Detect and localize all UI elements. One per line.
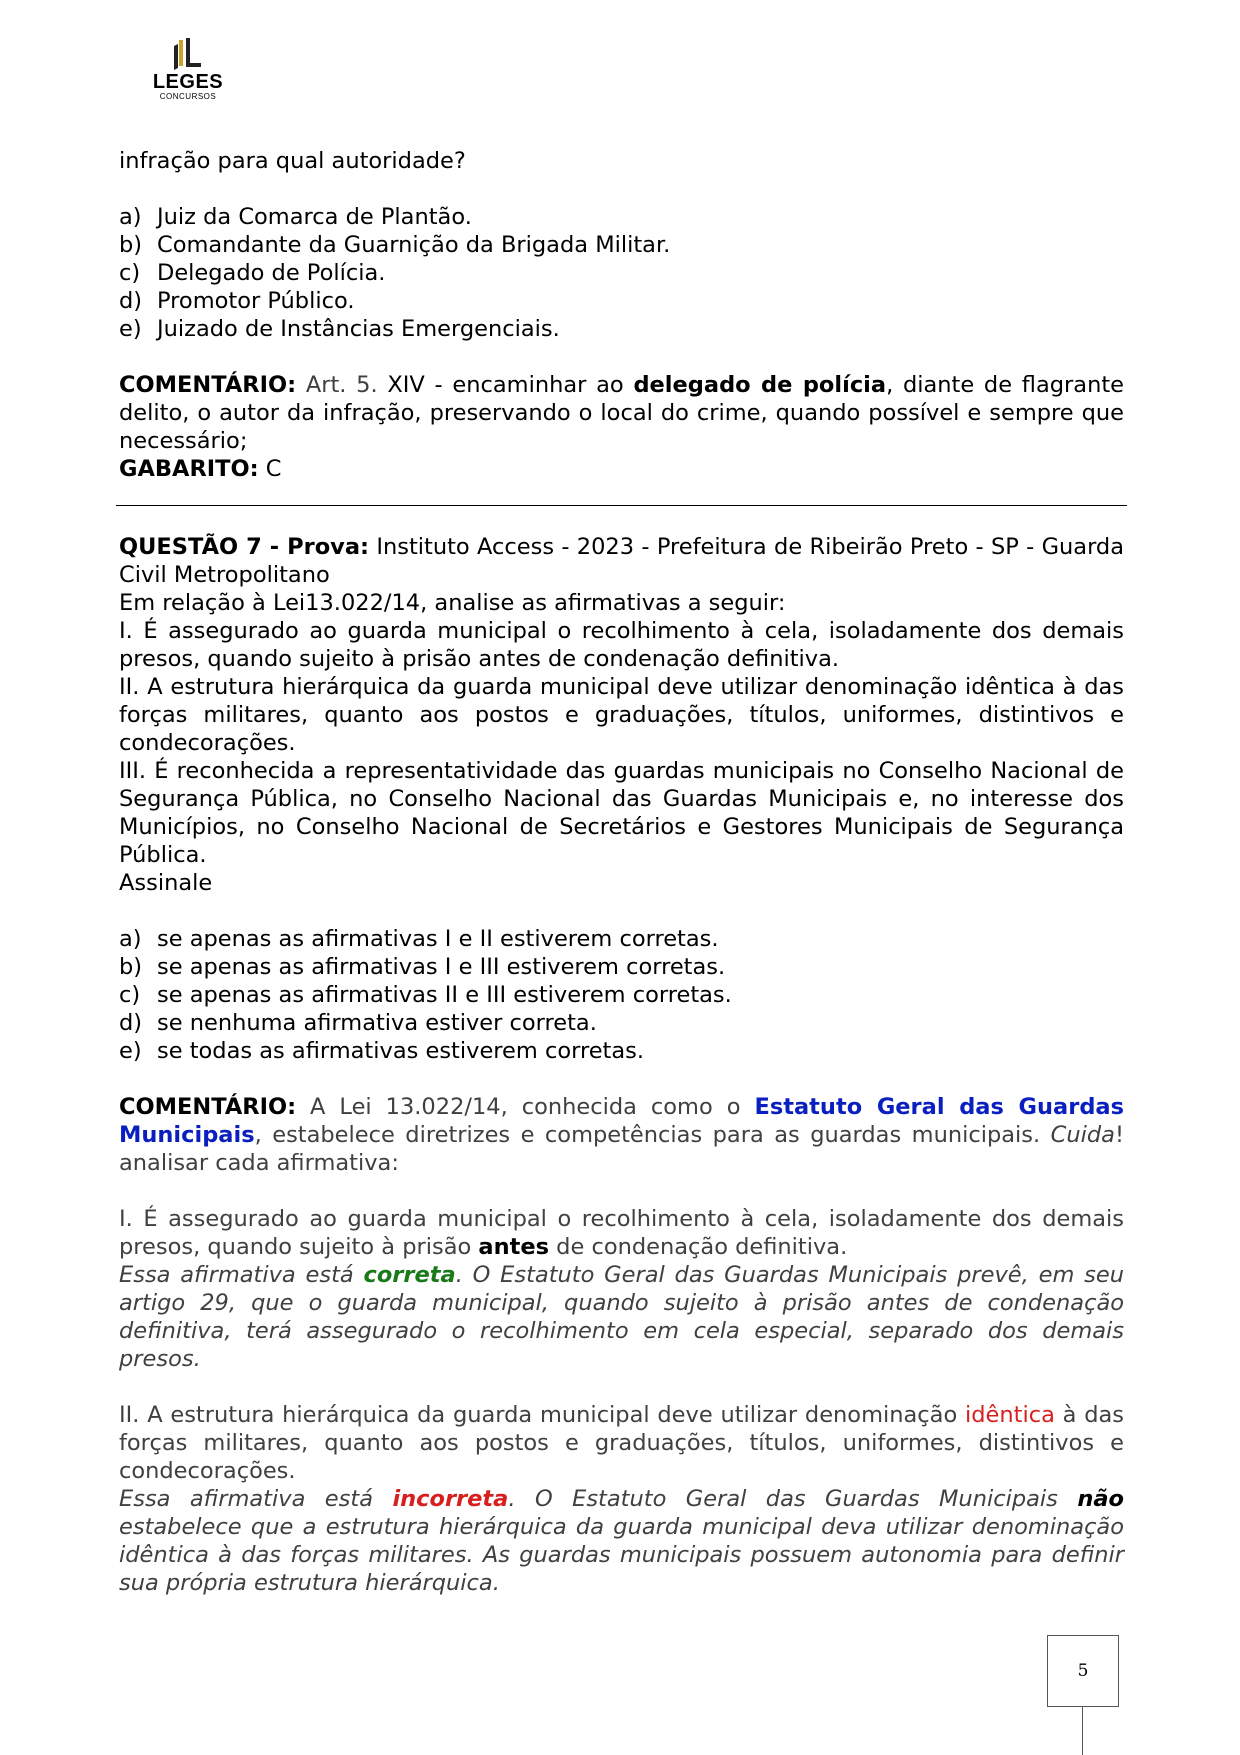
section-divider xyxy=(116,505,1127,506)
document-body xyxy=(119,147,1124,1597)
option-d: d) se nenhuma afirmativa estiver correta. xyxy=(119,1010,597,1036)
question-7-options xyxy=(119,925,1124,1065)
analysis-statement-1: I. É assegurado ao guarda municipal o recolhimento à cela, isoladamente dos demais presos, quando sujeito à prisão antes de condenação definitiva. Essa afirmativa está correta. O Estatuto Geral das Guardas Municipais prevê, em seu artigo 29, que o guarda municipal, quando sujeito à prisão antes de condenação definitiva, terá assegurado o recolhimento em cela especial, separado dos demais presos. xyxy=(119,1206,1124,1372)
option-b: b) Comandante da Guarnição da Brigada Militar. xyxy=(119,232,671,258)
option-c: c) se apenas as afirmativas II e III estiverem corretas. xyxy=(119,982,732,1008)
option-a: a) se apenas as afirmativas I e II estiverem corretas. xyxy=(119,926,719,952)
question-6-tail: infração para qual autoridade? xyxy=(119,148,466,174)
statement-1: I. É assegurado ao guarda municipal o recolhimento à cela, isoladamente dos demais presos, quando sujeito à prisão antes de condenação definitiva. xyxy=(119,618,1124,672)
analysis-statement-2: II. A estrutura hierárquica da guarda municipal deve utilizar denominação idêntica à das forças militares, quanto aos postos e graduações, títulos, uniformes, distintivos e condecorações. Essa afirmativa está incorreta. O Estatuto Geral das Guardas Municipais não estabelece que a estrutura hierárquica da guarda municipal deva utilizar denominação idêntica à das forças militares. As guardas municipais possuem autonomia para definir sua própria estrutura hierárquica. xyxy=(119,1402,1124,1596)
statement-2: II. A estrutura hierárquica da guarda municipal deve utilizar denominação idêntica à das forças militares, quanto aos postos e graduações, títulos, uniformes, distintivos e condecorações. xyxy=(119,674,1124,756)
question-6-answer: GABARITO: C xyxy=(119,456,282,482)
page-number-connector xyxy=(1082,1707,1083,1755)
option-c: c) Delegado de Polícia. xyxy=(119,260,386,286)
question-7-header: QUESTÃO 7 - Prova: Instituto Access - 2023 - Prefeitura de Ribeirão Preto - SP - Guarda Civil Metropolitano xyxy=(119,534,1125,588)
logo-name: LEGES xyxy=(152,71,224,93)
page-number: 5 xyxy=(1047,1635,1119,1707)
option-a: a) Juiz da Comarca de Plantão. xyxy=(119,204,472,230)
question-7-intro: Em relação à Lei13.022/14, analise as afirmativas a seguir: xyxy=(119,590,786,616)
option-e: e) se todas as afirmativas estiverem corretas. xyxy=(119,1038,645,1064)
statement-3: III. É reconhecida a representatividade das guardas municipais no Conselho Nacional de Segurança Pública, no Conselho Nacional das Guardas Municipais e, no interesse dos Municípios, no Conselho Nacional de Secretários e Gestores Municipais de Segurança Pública. xyxy=(119,758,1124,868)
question-7-prompt: Assinale xyxy=(119,870,213,896)
logo-subtitle: CONCURSOS xyxy=(159,92,217,101)
option-e: e) Juizado de Instâncias Emergenciais. xyxy=(119,316,560,342)
option-d: d) Promotor Público. xyxy=(119,288,355,314)
book-icon xyxy=(170,36,206,72)
option-b: b) se apenas as afirmativas I e III estiverem corretas. xyxy=(119,954,726,980)
question-6-options xyxy=(119,203,1124,343)
question-7-comment: COMENTÁRIO: A Lei 13.022/14, conhecida como o Estatuto Geral das Guardas Municipais, estabelece diretrizes e competências para as guardas municipais. Cuida! analisar cada afirmativa: xyxy=(119,1094,1124,1176)
question-6-comment: COMENTÁRIO: Art. 5. XIV - encaminhar ao delegado de polícia, diante de flagrante delito, o autor da infração, preservando o local do crime, quando possível e sempre que necessário; xyxy=(119,372,1125,454)
leges-logo xyxy=(148,36,228,112)
